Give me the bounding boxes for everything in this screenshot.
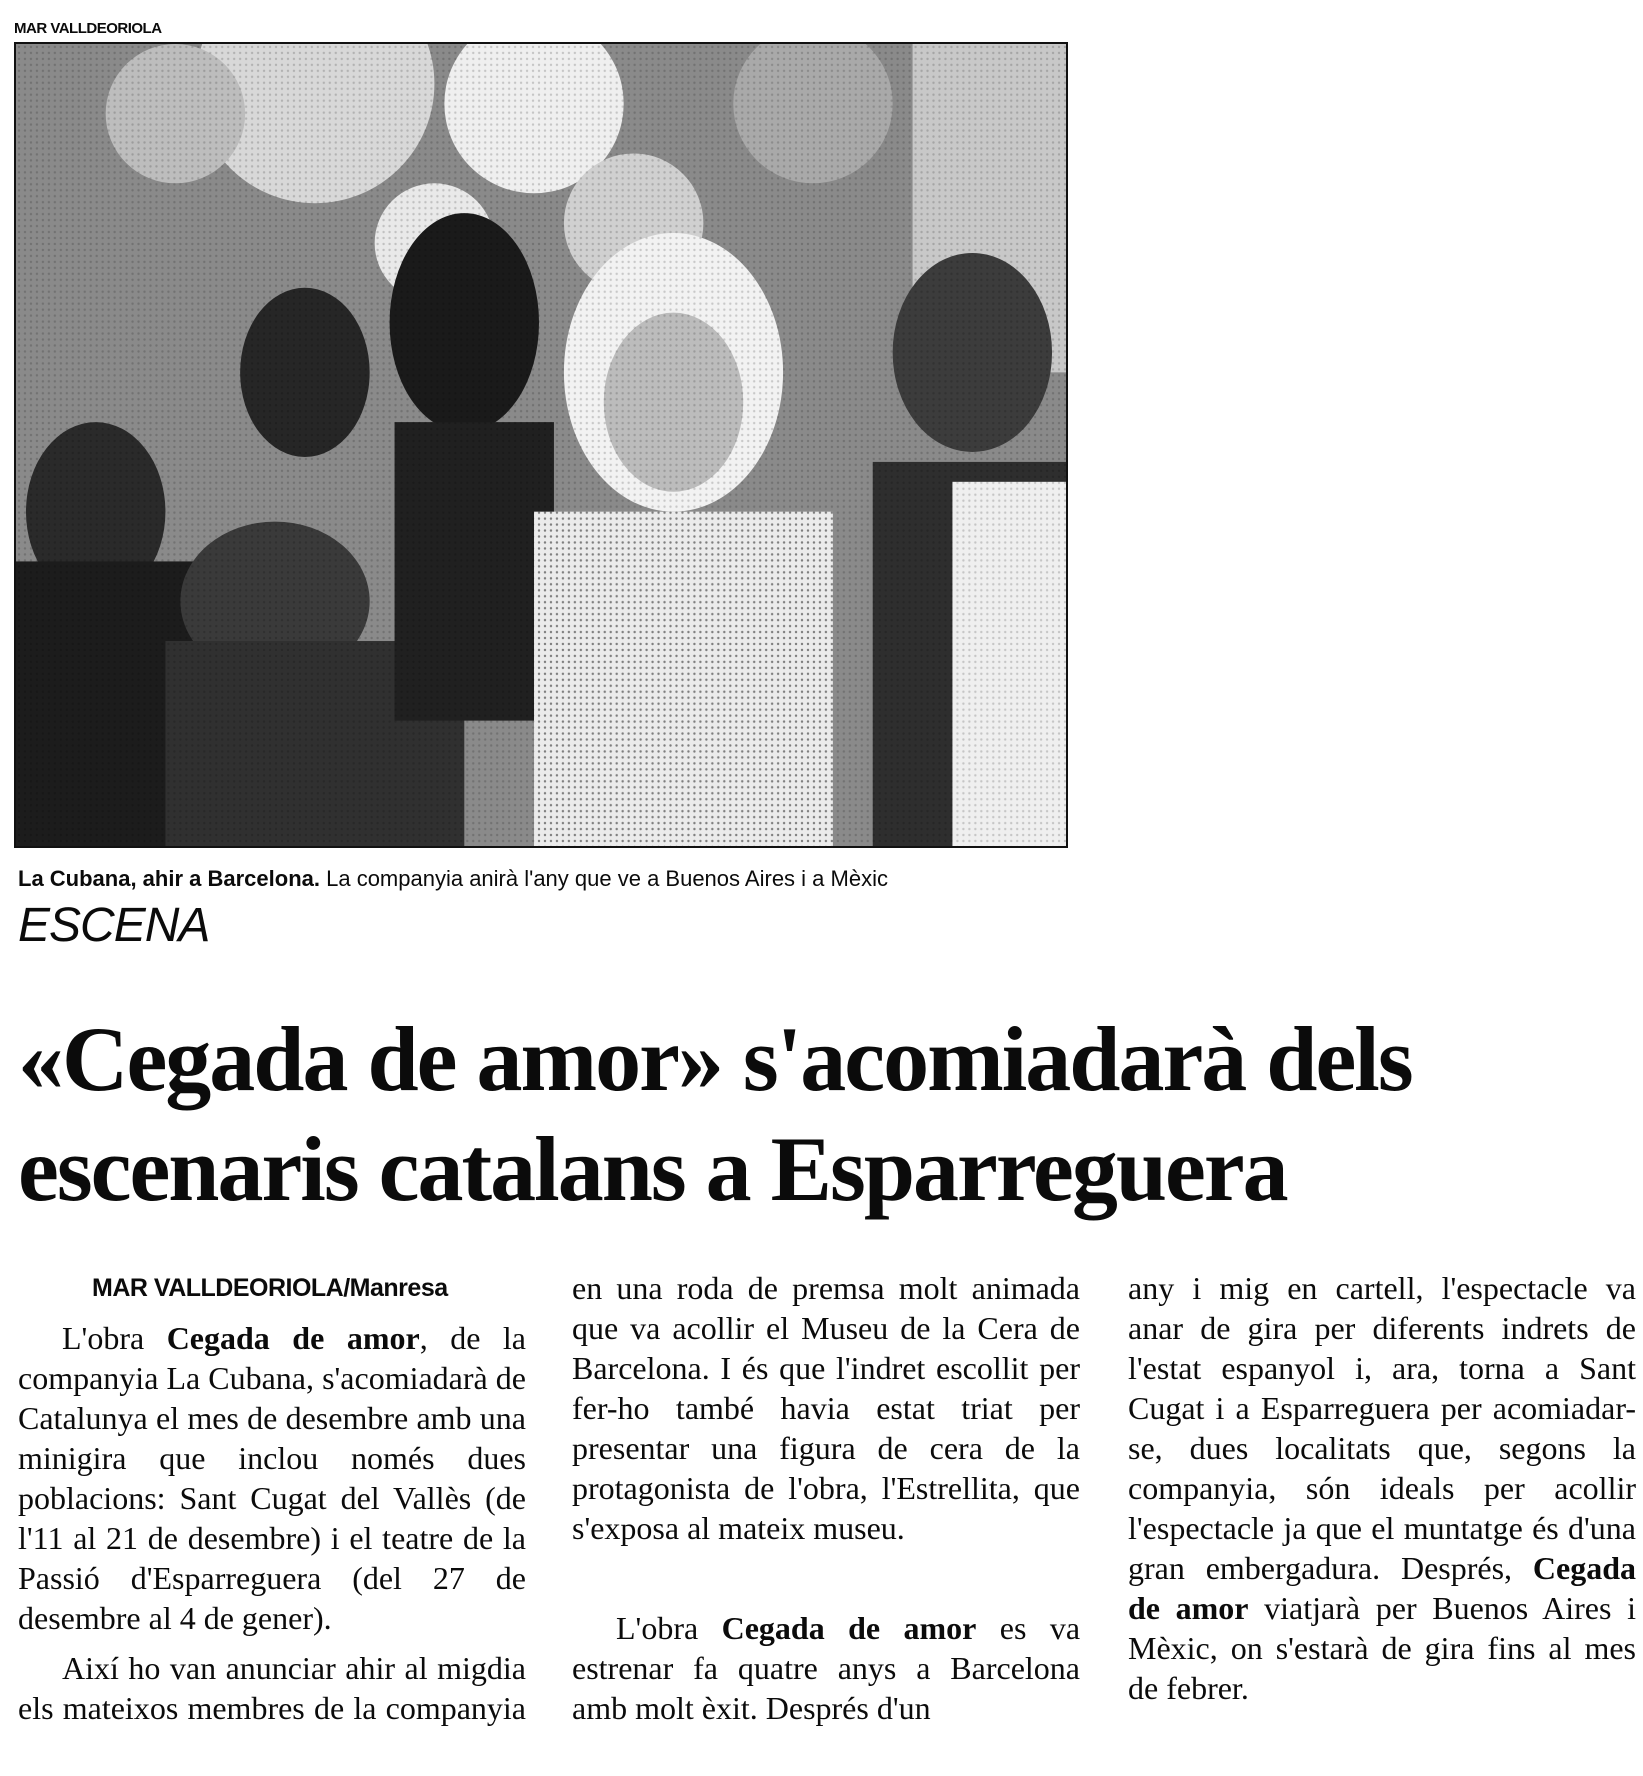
paragraph-4: [1128, 1268, 1636, 1708]
article-column-2: [572, 1268, 1080, 1728]
p3-text-b: es va estrenar fa quatre anys a Barcelona amb molt èxit. Després d'un: [572, 1610, 1081, 1726]
caption-text: La companyia anirà l'any que ve a Buenos Aires i a Mèxic: [326, 866, 888, 891]
p3-text-a: L'obra: [616, 1610, 722, 1646]
p1-text-b: , de la companyia La Cubana, s'acomiadarà de Catalunya el mes de desembre amb una minigira que inclou només dues poblacions: Sant Cugat del Vallès (de l'11 al 21 de desembre) i el teatre de la Passió d'Esparreguera (del 27 de desembre al 4 de gener).: [18, 1320, 527, 1636]
p1-work-title: Cegada de amor: [166, 1320, 420, 1356]
p4-text-b: viatjarà per Buenos Aires i Mèxic, on s'estarà de gira fins al mes de febrer.: [1128, 1590, 1637, 1706]
p1-text-a: L'obra: [62, 1320, 167, 1356]
headline: [18, 1004, 1638, 1224]
byline: MAR VALLDEORIOLA/Manresa: [92, 1274, 448, 1302]
article-column-1: [18, 1268, 526, 1728]
section-label: ESCENA: [18, 899, 210, 952]
headline-line-1: «Cegada de amor» s'acomiadarà dels: [18, 1008, 1412, 1110]
news-photo: [14, 42, 1068, 848]
paragraph-1: [18, 1318, 526, 1638]
paragraph-2-continued: [572, 1268, 1080, 1598]
headline-line-2: escenaris catalans a Esparreguera: [18, 1118, 1287, 1220]
paragraph-2: Així ho van anunciar ahir al migdia els mateixos membres de la companyia: [18, 1650, 526, 1726]
p4-work-title: Cegada de amor: [1128, 1550, 1636, 1626]
paragraph-3: [572, 1608, 1080, 1728]
photo-illustration: [16, 44, 1066, 846]
p2-continuation: en una roda de premsa molt animada que va acollir el Museu de la Cera de Barcelona. I és que l'indret escollit per fer-ho també havia estat triat per presentar una figura de cera de la protagonista de l'obra, l'Estrellita, que s'exposa al mateix museu.: [572, 1270, 1080, 1546]
p3-work-title: Cegada de amor: [721, 1610, 977, 1646]
caption-lead: La Cubana, ahir a Barcelona.: [18, 866, 320, 891]
article-column-3: [1128, 1268, 1636, 1708]
photo-caption: [18, 866, 888, 892]
p4-text-a: any i mig en cartell, l'espectacle va anar de gira per diferents indrets de l'estat espanyol i, ara, torna a Sant Cugat i a Esparreguera per acomiadar-se, dues localitats que, segons la companyia, són ideals per acollir l'espectacle ja que el muntatge és d'una gran embergadura. Després,: [1128, 1270, 1636, 1586]
photo-credit: MAR VALLDEORIOLA: [14, 20, 162, 37]
